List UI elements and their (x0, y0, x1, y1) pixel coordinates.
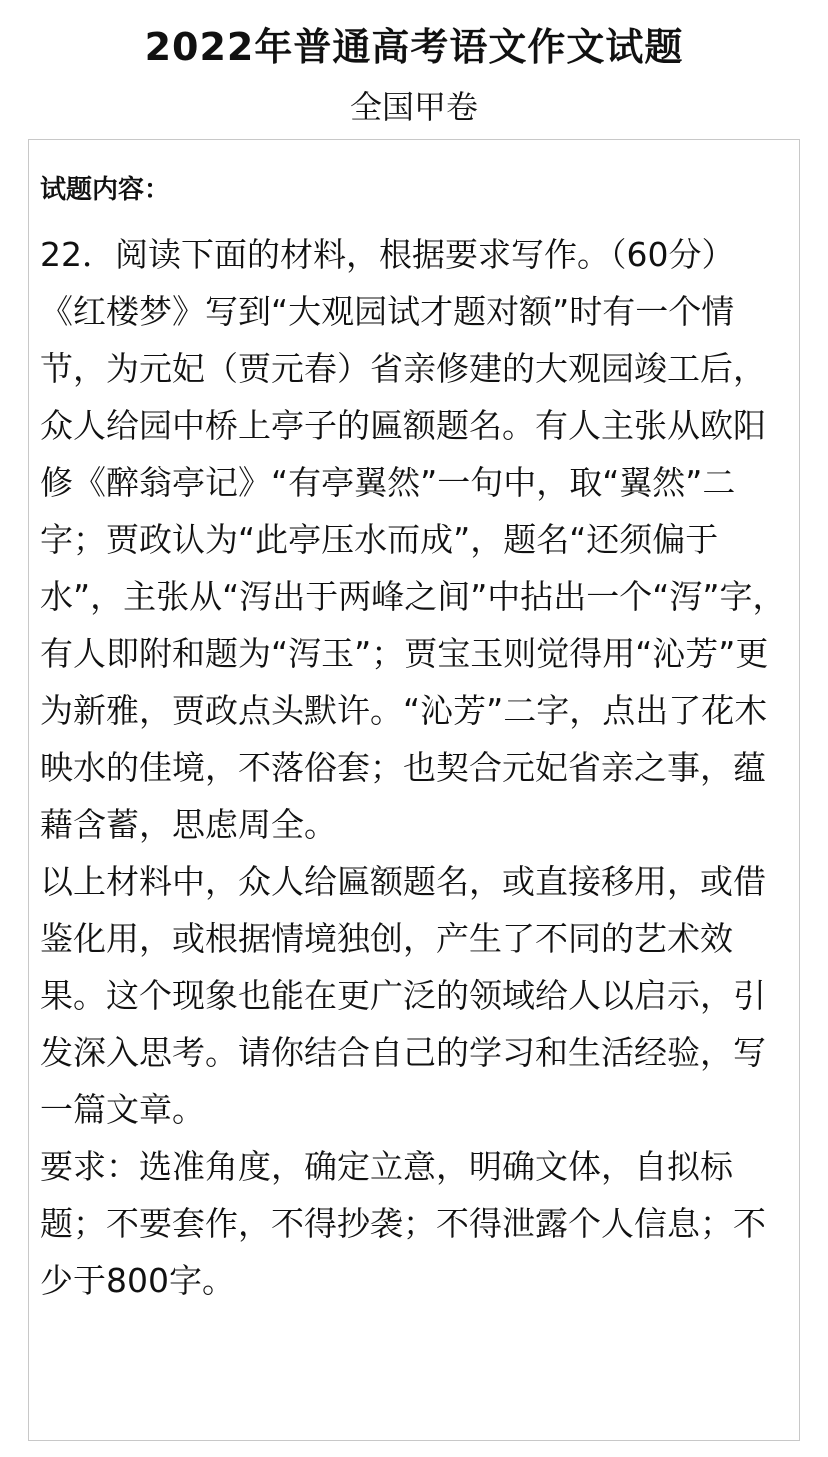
content-box (28, 139, 800, 1441)
page-title: 2022年普通高考语文作文试题 (144, 25, 684, 69)
prompt-paragraph: 以上材料中，众人给匾额题名，或直接移用，或借鉴化用，或根据情境独创，产生了不同的艺术效果。这个现象也能在更广泛的领域给人以启示，引发深入思考。请你结合自己的学习和生活经验，写一篇文章。 (40, 862, 766, 1129)
requirements-paragraph: 要求：选准角度，确定立意，明确文体，自拟标题；不要套作，不得抄袭；不得泄露个人信息；不少于800字。 (40, 1147, 766, 1300)
question-body (40, 226, 788, 1309)
page-subtitle: 全国甲卷 (349, 88, 478, 126)
material-paragraph: 《红楼梦》写到“大观园试才题对额”时有一个情节，为元妃（贾元春）省亲修建的大观园竣工后，众人给园中桥上亭子的匾额题名。有人主张从欧阳修《醉翁亭记》“有亭翼然”一句中，取“翼然”二字；贾政认为“此亭压水而成”，题名“还须偏于水”，主张从“泻出于两峰之间”中拈出一个“泻”字，有人即附和题为“泻玉”；贾宝玉则觉得用“沁芳”更为新雅，贾政点头默许。“沁芳”二字，点出了花木映水的佳境，不落俗套；也契合元妃省亲之事，蕴藉含蓄，思虑周全。 (40, 292, 786, 844)
question-paragraph: 22．阅读下面的材料，根据要求写作。（60分） (40, 235, 735, 274)
section-label: 试题内容： (40, 175, 171, 205)
